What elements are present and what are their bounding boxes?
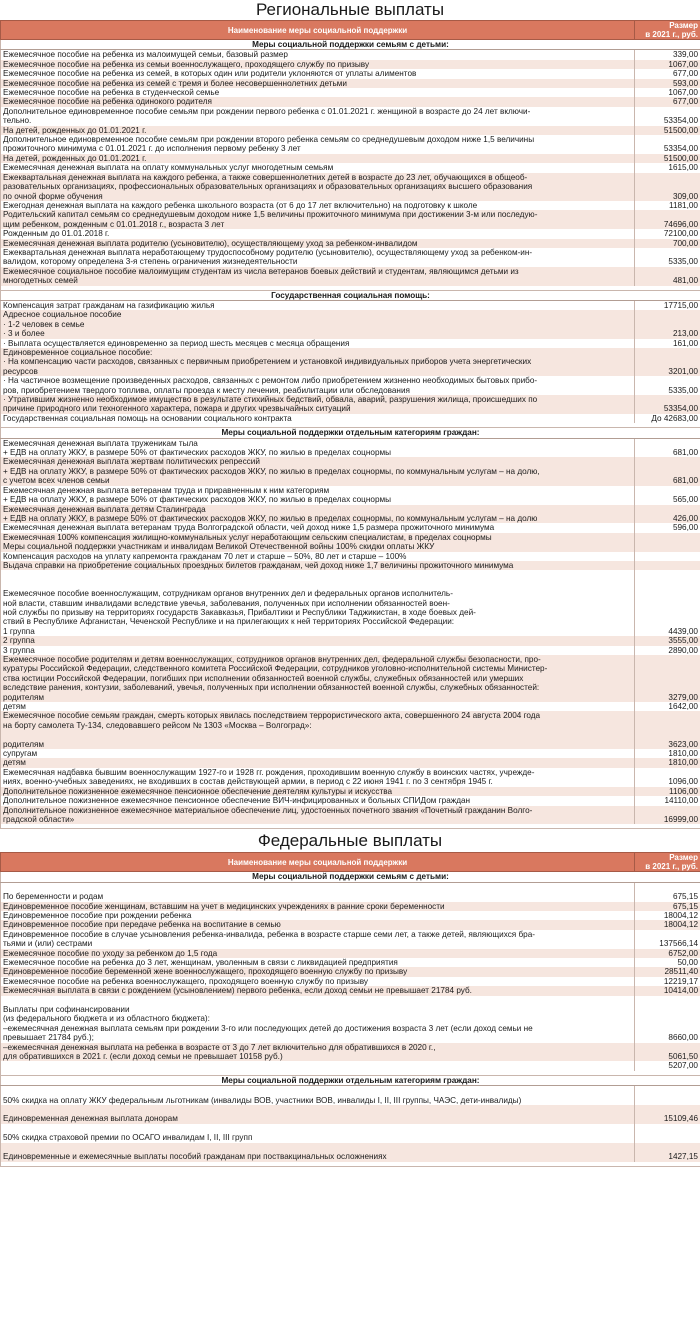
measure-amount: 10414,00 [635,986,700,995]
table-row [1,552,700,561]
measure-name: 50% скидка страховой премии по ОСАГО инвалидам I, II, III групп [1,1124,635,1143]
measure-amount: 51500,00 [635,126,700,135]
measure-name: Ежемесячная денежная выплата ветеранам труда Волгоградской области, чей доход ниже 1,5 размера прожиточного минимума [1,523,635,532]
section-title-row [1,428,700,438]
table-row [1,902,700,911]
measure-amount: 1615,00 [635,163,700,172]
table-row [1,758,700,767]
table-row [1,796,700,805]
measure-amount: 137566,14 [635,930,700,949]
table-row [1,107,700,126]
measure-amount: 677,00 [635,97,700,106]
section-title: Меры социальной поддержки семьям с детьми: [1,40,700,50]
table-row [1,1143,700,1162]
table-row [1,154,700,163]
measure-name: Дополнительное пожизненное ежемесячное материальное обеспечение лиц, удостоенных почетного звания «Почетный гражданин Волго- градской области» [1,806,635,825]
table-row [1,1061,700,1070]
table-row [1,395,700,414]
measure-name: Компенсация затрат гражданам на газификацию жилья [1,300,635,310]
spacer-cell [1,824,700,829]
table-row [1,920,700,929]
table-row [1,50,700,60]
measure-amount: 14110,00 [635,796,700,805]
measure-amount: 2890,00 [635,646,700,655]
table-row [1,163,700,172]
measure-name: 2 группа [1,636,635,645]
table-row [1,135,700,154]
measure-amount: 4439,00 [635,570,700,636]
measure-name: Дополнительное единовременное пособие семьям при рождении первого ребенка с 01.01.2021 г. женщиной в возрасте до 24 лет включи- тельно. [1,107,635,126]
spacer-cell [1,1162,700,1167]
table-row [1,911,700,920]
measure-name: Ежемесячное пособие родителям и детям военнослужащих, сотрудников органов внутренних дел, федеральной службы безопасности, про- куратуры Российской Федерации, следственного комитета Российской Федерации, сотрудников уголовно-исполнительной системы Министер- ства юстиции Российской Федерации, погибших при исполнении обязанностей военной службы, служебных обязанностей или умерших вследствие ранения, контузии, заболеваний, увечья, полученных при исполнении обязанностей военной службы, служебных обязанностей: родителям [1,655,635,702]
regional-header-amount: Размер в 2021 г., руб. [635,21,700,40]
measure-name: 50% скидка на оплату ЖКУ федеральным льготникам (инвалиды ВОВ, участники ВОВ, инвалиды I, II, III группы, ЧАЭС, дети-инвалиды) [1,1086,635,1105]
measure-name: Ежемесячная 100% компенсация жилищно-коммунальных услуг неработающим сельским специалистам, в пределах соцнормы [1,533,635,542]
section-title-row [1,872,700,882]
measure-amount: 6752,00 [635,949,700,958]
table-row [1,655,700,702]
measure-name: детям [1,758,635,767]
federal-header-row [1,853,700,872]
table-row [1,646,700,655]
measure-name: Ежемесячное социальное пособие малоимущим студентам из числа ветеранов боевых действий и студентам, являющимся детьми из многодетных семей [1,267,635,286]
table-row [1,248,700,267]
measure-name: · На частичное возмещение произведенных расходов, связанных с ремонтом либо приобретением жизненно необходимых бытовых прибо- ров, приобретением твердого топлива, оплаты проезда к месту лечения, реабилитации или обследования [1,376,635,395]
measure-name: Государственная социальная помощь на основании социального контракта [1,414,635,423]
measure-amount: 213,00 [635,310,700,338]
table-row [1,505,700,524]
table-row [1,542,700,551]
regional-table [0,20,700,829]
table-row [1,523,700,532]
table-row [1,787,700,796]
table-row [1,806,700,825]
measure-name: Ежемесячное пособие на ребенка из малоимущей семьи, базовый размер [1,50,635,60]
table-row [1,173,700,201]
measure-name: Ежемесячное пособие на ребенка военнослужащего, проходящего военную службу по призыву [1,977,635,986]
table-row [1,486,700,505]
table-row [1,958,700,967]
measure-amount: 1181,00 [635,201,700,210]
measure-amount [635,561,700,570]
measure-amount: 339,00 [635,50,700,60]
table-row [1,239,700,248]
measure-name: По беременности и родам [1,882,635,901]
measure-name: Ежемесячное пособие на ребенка в студенческой семье [1,88,635,97]
measure-amount: 565,00 [635,486,700,505]
measure-name: 3 группа [1,646,635,655]
measure-amount: 3201,00 [635,348,700,376]
section-title: Меры социальной поддержки отдельным категориям граждан: [1,428,700,438]
measure-name: Ежемесячная денежная выплата труженикам тыла + ЕДВ на оплату ЖКУ, в размере 50% от фактических расходов ЖКУ, по жилью в пределах соцнормы [1,438,635,457]
measure-name: Дополнительное единовременное пособие семьям при рождении второго ребенка семьям со среднедушевым доходом ниже 1,5 величины прожиточного минимума с 01.01.2021 г. до исполнения первому ребенку 3 лет [1,135,635,154]
measure-name: супругам [1,749,635,758]
measure-amount: 1067,00 [635,88,700,97]
measure-name [1,1061,635,1070]
measure-amount: 53354,00 [635,395,700,414]
table-row [1,1105,700,1124]
measure-amount: 161,00 [635,339,700,348]
table-row [1,1124,700,1143]
measure-name: Ежемесячное пособие на ребенка из семьи военнослужащего, проходящего службу по призыву [1,60,635,69]
measure-amount: 1106,00 [635,787,700,796]
regional-title: Региональные выплаты [255,0,445,19]
table-row [1,267,700,286]
table-row [1,210,700,229]
measure-name: Компенсация расходов на уплату капремонта гражданам 70 лет и старше – 50%, 80 лет и старше – 100% [1,552,635,561]
measure-amount [635,1086,700,1105]
table-row [1,702,700,711]
table-row [1,882,700,901]
regional-body [1,40,700,829]
federal-body [1,872,700,1166]
measure-name: Ежемесячная денежная выплата родителю (усыновителю), осуществляющему уход за ребенком-инвалидом [1,239,635,248]
measure-name: Ежегодная денежная выплата на каждого ребенка школьного возраста (от 6 до 17 лет включительно) на подготовку к школе [1,201,635,210]
table-row [1,88,700,97]
measure-amount: 3279,00 [635,655,700,702]
measure-amount: 16999,00 [635,806,700,825]
measure-amount [635,1124,700,1143]
table-row [1,570,700,636]
measure-name: Ежемесячное пособие по уходу за ребенком до 1,5 года [1,949,635,958]
table-row [1,438,700,457]
measure-name: Единовременное пособие при рождении ребенка [1,911,635,920]
measure-name: Единовременное пособие беременной жене военнослужащего, проходящего военную службу по призыву [1,967,635,976]
measure-amount [635,552,700,561]
table-row [1,930,700,949]
table-row [1,339,700,348]
measure-amount: 1067,00 [635,60,700,69]
federal-title: Федеральные выплаты [257,831,443,851]
measure-amount: 74696,00 [635,210,700,229]
measure-amount: 1810,00 [635,749,700,758]
table-row [1,300,700,310]
table-row [1,977,700,986]
measure-name: Меры социальной поддержки участникам и инвалидам Великой Отечественной войны 100% скидки оплаты ЖКУ [1,542,635,551]
measure-amount: 426,00 [635,505,700,524]
measure-name: Ежемесячная денежная выплата жертвам политических репрессий + ЕДВ на оплату ЖКУ, в размере 50% от фактических расходов ЖКУ, по жилью в пределах соцнормы, по коммунальным услугам – на долю, с учетом всех членов семьи [1,457,635,485]
section-title: Меры социальной поддержки отдельным категориям граждан: [1,1075,700,1085]
table-row [1,201,700,210]
table-row [1,749,700,758]
measure-name: Ежеквартальная денежная выплата неработающему трудоспособному родителю (усыновителю), осуществляющему уход за ребенком-ин- валидом, которому определена 3-я степень ограничения жизнедеятельности [1,248,635,267]
measure-amount: 681,00 [635,457,700,485]
measure-amount: 53354,00 [635,107,700,126]
measure-amount: До 42683,00 [635,414,700,423]
section-title: Государственная социальная помощь: [1,290,700,300]
measure-amount: 12219,17 [635,977,700,986]
measure-name: –ежемесячная денежная выплата на ребенка в возрасте от 3 до 7 лет включительно для обратившихся в 2020 г., для обратившихся в 2021 г. (если доход семьи не превышает 10158 руб.) [1,1043,635,1062]
measure-name: Дополнительное пожизненное ежемесячное пенсионное обеспечение деятелям культуры и искусства [1,787,635,796]
measure-amount: 1642,00 [635,702,700,711]
measure-name: Выдача справки на приобретение социальных проездных билетов гражданам, чей доход ниже 1,7 величины прожиточного минимума [1,561,635,570]
section-title-row [1,1075,700,1085]
measure-amount: 72100,00 [635,229,700,238]
measure-amount: 700,00 [635,239,700,248]
table-row [1,348,700,376]
measure-name: Рожденным до 01.01.2018 г. [1,229,635,238]
measure-amount: 1810,00 [635,758,700,767]
measure-amount: 5335,00 [635,376,700,395]
measure-amount: 28511,40 [635,967,700,976]
measure-name: Единовременные и ежемесячные выплаты пособий гражданам при поствакцинальных осложнениях [1,1143,635,1162]
table-row [1,97,700,106]
table-row [1,768,700,787]
measure-amount: 677,00 [635,69,700,78]
measure-amount: 675,15 [635,902,700,911]
table-row [1,561,700,570]
measure-amount: 15109,46 [635,1105,700,1124]
measure-name: Ежемесячная надбавка бывшим военнослужащим 1927-го и 1928 гг. рождения, проходившим военную службу в воинских частях, учрежде- ниях, военно-учебных заведениях, не входивших в состав действующей армии, в период с 22 июня 1941 г. по 3 сентября 1945 г. [1,768,635,787]
section-title-row [1,290,700,300]
measure-amount: 596,00 [635,523,700,532]
measure-name: Ежемесячное пособие на ребенка до 3 лет, женщинам, уволенным в связи с ликвидацией предприятия [1,958,635,967]
measure-name: Выплаты при софинансировании (из федерального бюджета и из областного бюджета): –ежемесячная денежная выплата семьям при рождении 3-го или последующих детей до достижения возраста 3 лет (если доход семьи не превышает 21784 руб.); [1,996,635,1043]
measure-name: На детей, рожденных до 01.01.2021 г. [1,126,635,135]
federal-header-name: Наименование меры социальной поддержки [1,853,635,872]
measure-name: Ежемесячная денежная выплата детям Сталинграда + ЕДВ на оплату ЖКУ, в размере 50% от фактических расходов ЖКУ, по жилью в пределах соцнормы, по коммунальным услугам – на долю [1,505,635,524]
measure-amount: 593,00 [635,79,700,88]
measure-name: Единовременное пособие в случае усыновления ребенка-инвалида, ребенка в возрасте старше семи лет, а также детей, являющихся бра- тьями и (или) сестрами [1,930,635,949]
table-row [1,1043,700,1062]
measure-amount: 8660,00 [635,996,700,1043]
table-row [1,636,700,645]
table-row [1,533,700,542]
federal-table [0,852,700,1166]
regional-header-name: Наименование меры социальной поддержки [1,21,635,40]
measure-name: Адресное социальное пособие · 1-2 человек в семье · 3 и более [1,310,635,338]
table-row [1,69,700,78]
section-title: Меры социальной поддержки семьям с детьми: [1,872,700,882]
measure-amount: 53354,00 [635,135,700,154]
table-row [1,79,700,88]
measure-amount: 481,00 [635,267,700,286]
measure-amount: 18004,12 [635,911,700,920]
measure-amount: 5207,00 [635,1061,700,1070]
table-row [1,457,700,485]
table-row [1,310,700,338]
measure-name: · Утратившим жизненно необходимое имущество в результате стихийных бедствий, обвала, аварий, разрушения жилища, происшедших по причине природного или техногенного характера, пожара и других чрезвычайных ситуаций [1,395,635,414]
federal-header-amount: Размер в 2021 г., руб. [635,853,700,872]
measure-amount: 5335,00 [635,248,700,267]
table-row [1,60,700,69]
measure-amount: 1427,15 [635,1143,700,1162]
measure-amount: 1096,00 [635,768,700,787]
measure-name: Дополнительное пожизненное ежемесячное пенсионное обеспечение ВИЧ-инфицированных и больных СПИДом граждан [1,796,635,805]
table-row [1,967,700,976]
measure-name: На детей, рожденных до 01.01.2021 г. [1,154,635,163]
table-row [1,949,700,958]
table-row [1,711,700,749]
measure-name: детям [1,702,635,711]
measure-name: Ежемесячное пособие на ребенка одинокого родителя [1,97,635,106]
table-row [1,414,700,423]
measure-amount: 51500,00 [635,154,700,163]
measure-name: Единовременное пособие при передаче ребенка на воспитание в семью [1,920,635,929]
measure-name: Родительский капитал семьям со среднедушевым доходом ниже 1,5 величины прожиточного минимума при достижении 3-м или последую- щим ребенком, рожденным с 01.01.2018 г., возраста 3 лет [1,210,635,229]
measure-amount: 675,15 [635,882,700,901]
table-row [1,996,700,1043]
measure-amount [635,542,700,551]
section-title-row [1,40,700,50]
measure-name: Ежемесячное пособие военнослужащим, сотрудникам органов внутренних дел и федеральных органов исполнитель- ной власти, ставшим инвалидами вследствие увечья, заболевания, полученных при исполнении обязанностей воен- ной службы по призыву на территориях государств Закавказья, Прибалтики и Республики Таджикистан, в ходе боевых дей- ствий в Республике Афганистан, Чеченской Республике и на прилегающих к ней территориях Российской Федерации: 1 группа [1,570,635,636]
measure-name: Единовременное пособие женщинам, вставшим на учет в медицинских учреждениях в ранние сроки беременности [1,902,635,911]
section-spacer [1,1162,700,1167]
measure-name: Единовременное социальное пособие: · На компенсацию части расходов, связанных с первичным приобретением и установкой индивидуальных приборов учета энергетических ресурсов [1,348,635,376]
measure-amount: 50,00 [635,958,700,967]
measure-amount: 5061,50 [635,1043,700,1062]
measure-amount: 3555,00 [635,636,700,645]
measure-name: Ежемесячное пособие на ребенка из семей, в которых один или родители уклоняются от уплаты алиментов [1,69,635,78]
measure-amount: 681,00 [635,438,700,457]
measure-amount: 17715,00 [635,300,700,310]
table-row [1,229,700,238]
measure-name: Ежемесячная денежная выплата на оплату коммунальных услуг многодетным семьям [1,163,635,172]
measure-name: Ежемесячная выплата в связи с рождением (усыновлением) первого ребенка, если доход семьи не превышает 21784 руб. [1,986,635,995]
measure-name: Ежемесячное пособие семьям граждан, смерть которых явилась последствием террористического акта, совершенного 24 августа 2004 года на борту самолета Ту-134, следовавшего рейсом № 1303 «Москва – Волгоград»: родителям [1,711,635,749]
measure-name: Единовременная денежная выплата донорам [1,1105,635,1124]
measure-amount: 3623,00 [635,711,700,749]
table-row [1,376,700,395]
measure-name: Ежемесячная денежная выплата ветеранам труда и приравненным к ним категориям + ЕДВ на оплату ЖКУ, в размере 50% от фактических расходов ЖКУ, по жилью в пределах соцнормы [1,486,635,505]
regional-header-row [1,21,700,40]
table-row [1,1086,700,1105]
measure-name: · Выплата осуществляется единовременно за период шесть месяцев с месяца обращения [1,339,635,348]
measure-name: Ежеквартальная денежная выплата на каждого ребенка, а также совершеннолетних детей в возрасте до 23 лет, обучающихся в общеоб- разовательных организациях, профессиональных образовательных организациях и образовательных организациях высшего образования по очной форме обучения [1,173,635,201]
table-row [1,126,700,135]
measure-amount: 18004,12 [635,920,700,929]
measure-amount: 309,00 [635,173,700,201]
measure-name: Ежемесячное пособие на ребенка из семей с тремя и более несовершеннолетних детьми [1,79,635,88]
section-spacer [1,824,700,829]
measure-amount [635,533,700,542]
table-row [1,986,700,995]
